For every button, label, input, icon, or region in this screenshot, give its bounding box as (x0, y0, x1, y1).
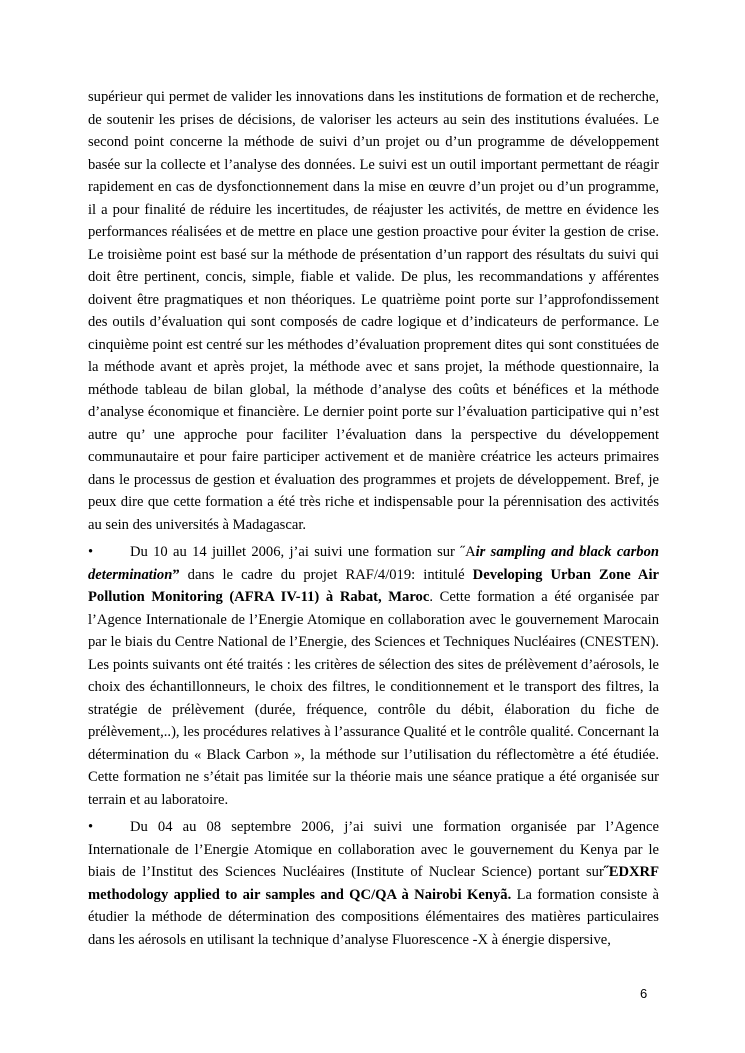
bullet-1-training-title: ir sampling and black carbon determination (88, 544, 659, 583)
bullet-2-training-title: ˝EDXRF methodology applied to air samples and QC/QA à Nairobi Kenyã. (88, 864, 659, 903)
bullet-1-mid: dans le cadre du projet RAF/4/019: intitulé (179, 566, 473, 583)
document-body (88, 86, 659, 951)
bullet-item-rabat-training (88, 541, 659, 811)
bullet-1-body: . Cette formation a été organisée par l’Agence Internationale de l’Energie Atomique en collaboration avec le gouvernement Marocain par le biais du Centre National de l’Energie, des Sciences et Techniques Nucléaires (CNESTEN). Les points suivants ont été traités : les critères de sélection des sites de prélèvement d’aérosols, le choix des échantillonneurs, le choix des filtres, le conditionnement et le transport des filtres, la stratégie de prélèvement (durée, fréquence, contrôle du débit, élaboration du fiche de prélèvement,..), les procédures relatives à l’assurance Qualité et le contrôle qualité. Concernant la détermination du « Black Carbon », la méthode sur l’utilisation du réflectomètre a été étudiée. Cette formation ne s’était pas limitée sur la théorie mais une séance pratique a été organisée sur terrain et au laboratoire. (88, 589, 659, 808)
bullet-1-project-title: Developing Urban Zone Air Pollution Monitoring (AFRA IV-11) à Rabat, Maroc (88, 566, 660, 605)
paragraph-evaluation-methods: supérieur qui permet de valider les innovations dans les institutions de formation et de recherche, de soutenir les prises de décisions, de valoriser les acteurs au sein des institutions évaluées. Le second point concerne la méthode de suivi d’un projet ou d’un programme de développement basée sur la collecte et l’analyse des données. Le suivi est un outil important permettant de réagir rapidement en cas de dysfonctionnement dans la mise en œuvre d’un projet ou d’un programme, il a pour finalité de réduire les incertitudes, de réajuster les activités, de mettre en évidence les performances réalisées et de mettre en place une gestion proactive pour éviter la gestion de crise. Le troisième point est basé sur la méthode de présentation d’un rapport des résultats du suivi qui doit être pertinent, concis, simple, fiable et valide. De plus, les recommandations y afférentes doivent être pragmatiques et non théoriques. Le quatrième point porte sur l’approfondissement des outils d’évaluation qui sont composés de cadre logique et d’indicateurs de performance. Le cinquième point est centré sur les méthodes d’évaluation proprement dites qui sont constituées de la méthode avant et après projet, la méthode avec et sans projet, la méthode questionnaire, la méthode tableau de bilan global, la méthode d’analyse des coûts et bénéfices et la méthode d’analyse économique et financière. Le dernier point porte sur l’évaluation participative qui n’est autre qu’ une approche pour faciliter l’évaluation dans la perspective du développement communautaire et pour faire participer activement et de manière créatrice les acteurs primaires dans le processus de gestion et évaluation des programmes et projets de développement. Bref, je peux dire que cette formation a été très riche et indispensable pour la pérennisation des activités au sein des universités à Madagascar. (88, 89, 659, 533)
bullet-2-body: La formation consiste à étudier la méthode de détermination des compositions élémentaires des matières particulaires dans les aérosols en utilisant la technique d’analyse Fluorescence -X à énergie dispersive, (88, 886, 659, 948)
page-number: 6 (640, 986, 648, 1001)
bullet-1-close-quote: ” (172, 566, 180, 583)
bullet-icon: • (88, 819, 94, 835)
bullet-1-intro: Du 10 au 14 juillet 2006, j’ai suivi une formation sur (130, 544, 461, 560)
bullet-icon: • (88, 544, 94, 560)
bullet-1-open-quote: ˝A (460, 544, 476, 560)
bullet-2-intro: Du 04 au 08 septembre 2006, j’ai suivi une formation organisée par l’Agence Internationale de l’Energie Atomique en collaboration avec le gouvernement du Kenya par le biais de l’Institut des Sciences Nucléaires (Institute of Nuclear Science) portant sur (88, 819, 659, 880)
bullet-item-nairobi-training (88, 816, 659, 951)
